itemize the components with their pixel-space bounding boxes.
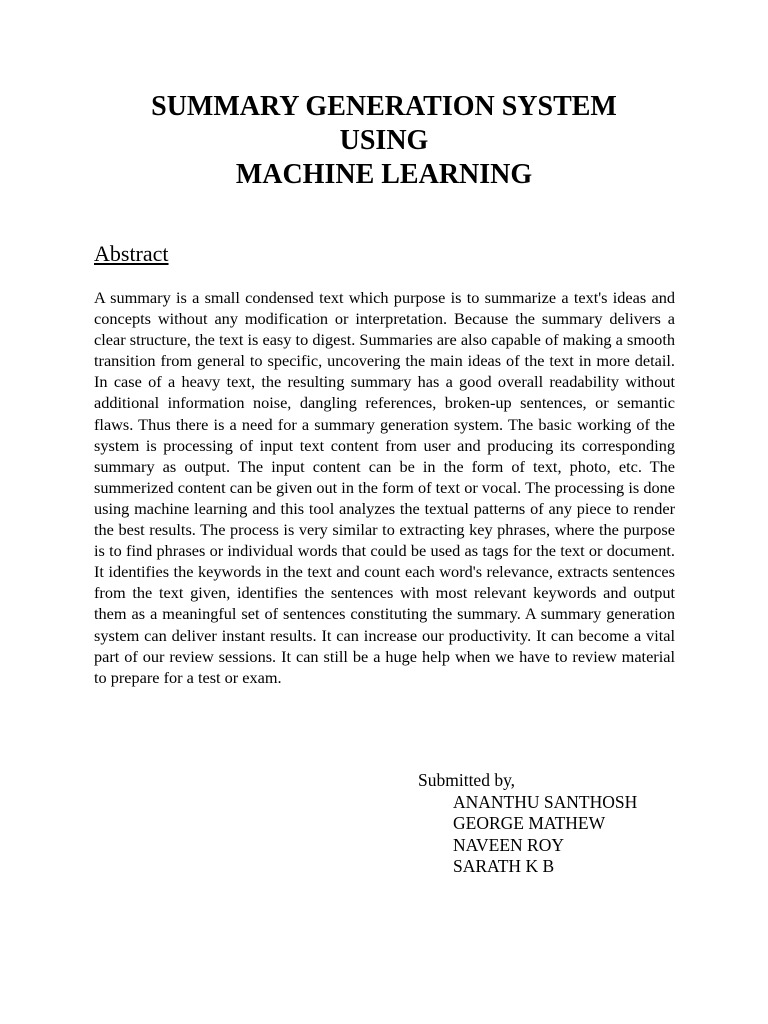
submitted-by-block xyxy=(418,770,637,878)
document-title xyxy=(0,90,768,192)
submitted-by-label: Submitted by, xyxy=(418,770,516,790)
abstract-heading: Abstract xyxy=(94,241,169,266)
title-line-1: SUMMARY GENERATION SYSTEM xyxy=(151,91,617,122)
author-name: GEORGE MATHEW xyxy=(453,813,606,833)
author-name: NAVEEN ROY xyxy=(453,834,564,855)
author-list xyxy=(418,792,637,878)
abstract-paragraph: A summary is a small condensed text which purpose is to summarize a text's ideas and concepts without any modification or interpretation. Because the summary delivers a clear structure, the text is easy to digest. Summaries are also capable of making a smooth transition from general to specific, uncovering the main ideas of the text in more detail. In case of a heavy text, the resulting summary has a good overall readability without additional information noise, dangling references, broken-up sentences, or semantic flaws. Thus there is a need for a summary generation system. The basic working of the system is processing of input text content from user and producing its corresponding summary as output. The input content can be in the form of text, photo, etc. The summerized content can be given out in the form of text or vocal. The processing is done using machine learning and this tool analyzes the textual patterns of any piece to render the best results. The process is very similar to extracting key phrases, where the purpose is to find phrases or individual words that could be used as tags for the text or document. It identifies the keywords in the text and count each word's relevance, extracts sentences from the text given, identifies the sentences with most relevant keywords and output them as a meaningful set of sentences constituting the summary. A summary generation system can deliver instant results. It can increase our productivity. It can become a vital part of our review sessions. It can still be a huge help when we have to review material to prepare for a test or exam. xyxy=(94,288,675,687)
title-line-2: USING xyxy=(339,125,429,156)
author-name: ANANTHU SANTHOSH xyxy=(453,791,638,812)
title-line-3: MACHINE LEARNING xyxy=(235,159,533,190)
author-name: SARATH K B xyxy=(453,856,555,876)
